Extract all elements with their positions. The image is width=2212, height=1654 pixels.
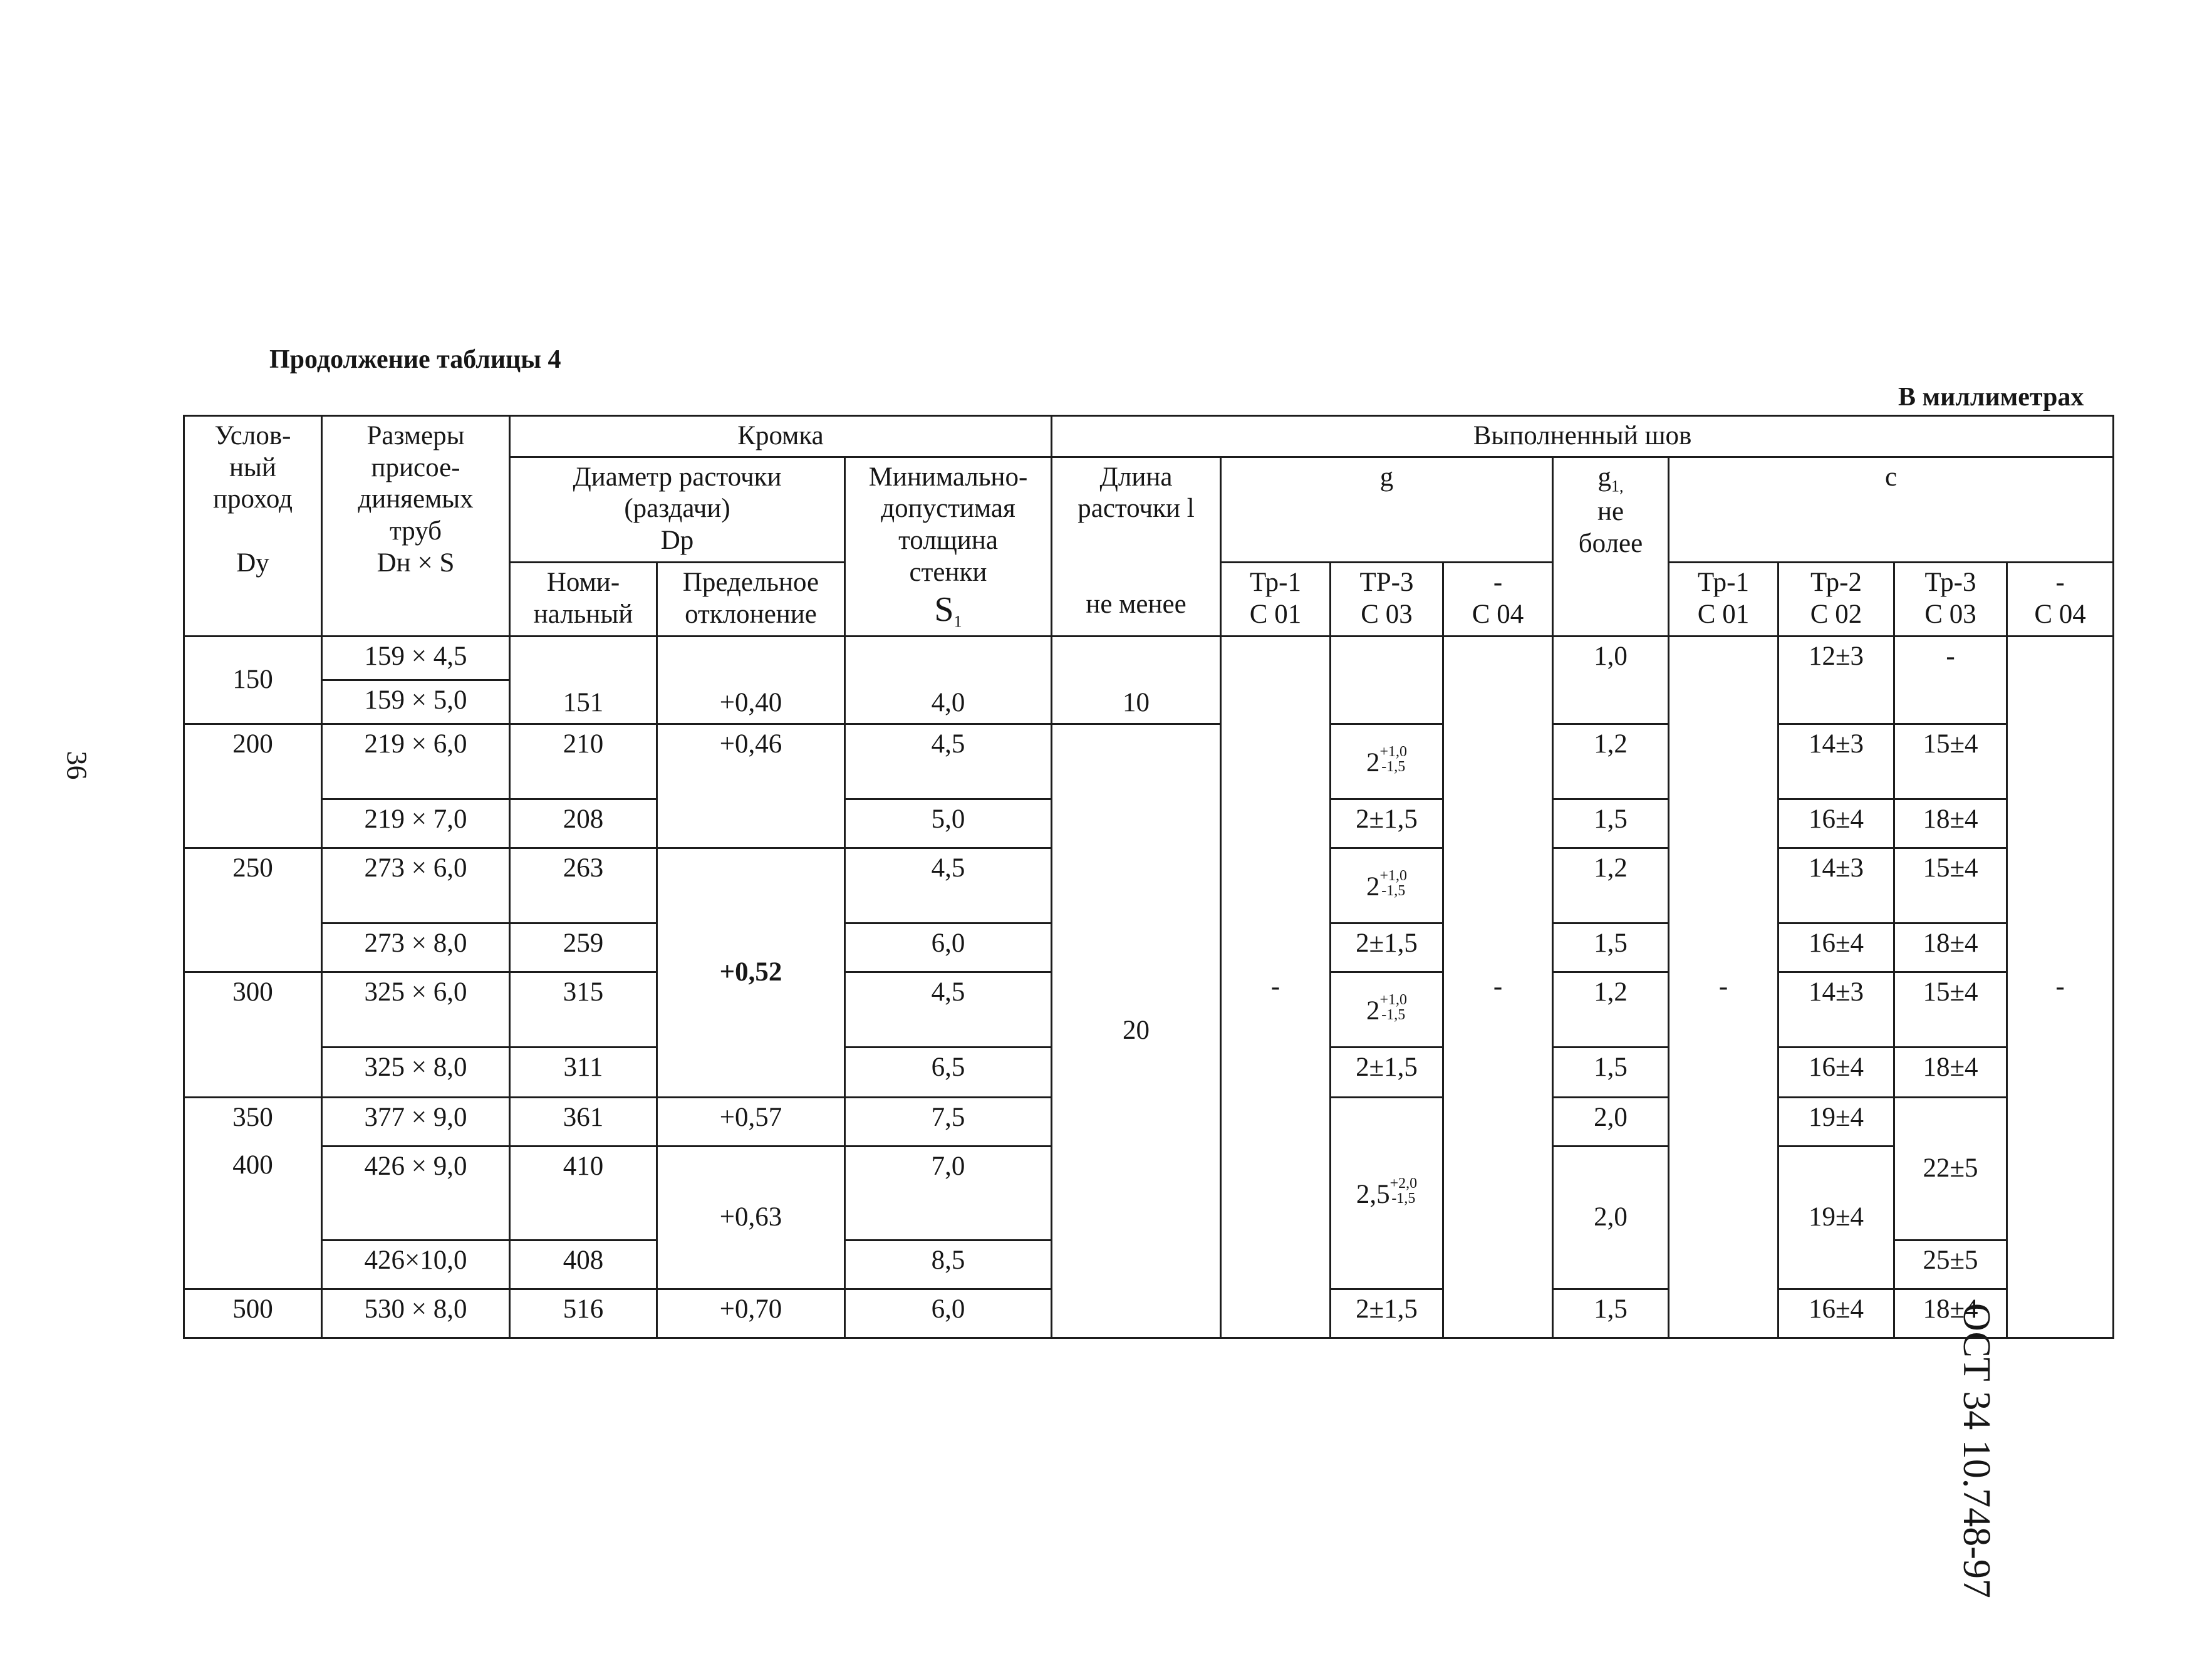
g1-cell: 1,5 [1553,1289,1669,1338]
table-row [184,636,2114,680]
c-tr2-cell: 19±4 [1778,1146,1894,1289]
g-tr3-cell: 2±1,5 [1331,799,1443,848]
c-tr2-cell: 19±4 [1778,1097,1894,1146]
pipe-size-cell: 159 × 4,5 [322,636,510,680]
table-caption: Продолжение таблицы 4 [269,345,561,374]
c-tr3-cell: 22±5 [1894,1097,2007,1240]
header-seam: Выполненный шов [1052,416,2114,457]
wall-cell: 4,0 [845,636,1052,724]
g1-cell: 1,5 [1553,923,1669,972]
g-tr3-cell: 2±1,5 [1331,1047,1443,1097]
g-tr3-cell [1331,636,1443,724]
wall-cell: 7,5 [845,1097,1052,1146]
pipe-size-cell: 219 × 7,0 [322,799,510,848]
g-tr1-cell: - [1221,636,1331,1338]
header-pipe-size: Размеры присое- диняемых труб Dн × S [322,416,510,637]
g1-cell: 1,2 [1553,724,1669,799]
header-g-c04: - С 04 [1443,563,1553,637]
deviation-cell: +0,57 [657,1097,845,1146]
header-kromka: Кромка [510,416,1052,457]
pipe-size-cell: 325 × 8,0 [322,1047,510,1097]
g1-cell: 1,5 [1553,1047,1669,1097]
wall-cell: 6,0 [845,1289,1052,1338]
g1-cell: 2,0 [1553,1146,1669,1289]
nominal-cell: 311 [510,1047,657,1097]
nominal-cell: 315 [510,972,657,1047]
header-bore-diameter: Диаметр расточки (раздачи) Dp [510,457,845,563]
pipe-size-cell: 273 × 8,0 [322,923,510,972]
c-tr2-cell: 14±3 [1778,724,1894,799]
deviation-cell: +0,40 [657,636,845,724]
g1-cell: 1,0 [1553,636,1669,724]
dy-cell: 400 [184,1146,322,1289]
units-label: В миллиметрах [1898,383,2084,412]
c-tr2-cell: 14±3 [1778,972,1894,1047]
c-tr2-cell: 16±4 [1778,923,1894,972]
wall-cell: 4,5 [845,724,1052,799]
dy-cell: 250 [184,848,322,972]
nominal-cell: 516 [510,1289,657,1338]
deviation-cell: +0,52 [657,848,845,1097]
c-tr3-cell: - [1894,636,2007,724]
header-c-tr2: Тр-2 С 02 [1778,563,1894,637]
g-tr3-cell: 2±1,5 [1331,923,1443,972]
dy-cell: 300 [184,972,322,1097]
deviation-cell: +0,70 [657,1289,845,1338]
bore-length-cell: 10 [1052,636,1221,724]
nominal-cell: 361 [510,1097,657,1146]
c-tr3-cell: 25±5 [1894,1240,2007,1289]
c-tr2-cell: 16±4 [1778,799,1894,848]
header-g1: $g_{1,}$ не более [1553,457,1669,636]
g1-cell: 1,2 [1553,848,1669,923]
dy-cell: 150 [184,636,322,724]
dy-cell: 200 [184,724,322,848]
deviation-cell: +0,63 [657,1146,845,1289]
nominal-cell: 151 [510,636,657,724]
c-tr1-cell: - [1669,636,1778,1338]
c-tr2-cell: 16±4 [1778,1289,1894,1338]
nominal-cell: 210 [510,724,657,799]
c-tr3-cell: 18±4 [1894,1289,2007,1338]
header-bore-length: Длина расточки l не менее [1052,457,1221,636]
c-tr3-cell: 18±4 [1894,923,2007,972]
dy-cell: 350 [184,1097,322,1146]
c-tr3-cell: 15±4 [1894,724,2007,799]
c-c04-cell: - [2007,636,2114,1338]
wall-cell: 5,0 [845,799,1052,848]
document-code: ОСТ 34 10.748-97 [1955,1303,1998,1598]
g-c04-cell: - [1443,636,1553,1338]
pipe-size-cell: 273 × 6,0 [322,848,510,923]
nominal-cell: 410 [510,1146,657,1240]
pipe-size-cell: 159 × 5,0 [322,680,510,724]
pipe-size-cell: 377 × 9,0 [322,1097,510,1146]
nominal-cell: 263 [510,848,657,923]
c-tr2-cell: 16±4 [1778,1047,1894,1097]
c-tr2-cell: 14±3 [1778,848,1894,923]
wall-cell: 6,5 [845,1047,1052,1097]
wall-cell: 8,5 [845,1240,1052,1289]
c-tr3-cell: 15±4 [1894,848,2007,923]
g1-cell: 1,2 [1553,972,1669,1047]
pipe-size-cell: 426×10,0 [322,1240,510,1289]
header-dy: Услов- ный проход Dy [184,416,322,637]
g1-cell: 2,0 [1553,1097,1669,1146]
pipe-size-cell: 426 × 9,0 [322,1146,510,1240]
dimensions-table [183,415,2114,1339]
nominal-cell: 259 [510,923,657,972]
g-tr3-cell: 2 +1,0 -1,5 [1331,848,1443,923]
g-tr3-cell: 2,5 +2,0 -1,5 [1331,1097,1443,1289]
c-tr2-cell: 12±3 [1778,636,1894,724]
c-tr3-cell: 18±4 [1894,1047,2007,1097]
header-c: c [1669,457,2114,563]
g-tr3-cell: 2±1,5 [1331,1289,1443,1338]
dy-cell: 500 [184,1289,322,1338]
header-min-wall: Минимально- допустимая толщина стенки $S_1$ [845,457,1052,636]
bore-length-cell: 20 [1052,724,1221,1338]
deviation-cell: +0,46 [657,724,845,848]
wall-cell: 6,0 [845,923,1052,972]
wall-cell: 4,5 [845,848,1052,923]
header-g: g [1221,457,1553,563]
g-tr3-cell: 2 +1,0 -1,5 [1331,972,1443,1047]
wall-cell: 4,5 [845,972,1052,1047]
c-tr3-cell: 15±4 [1894,972,2007,1047]
page-number: 36 [61,751,93,780]
header-c-tr1: Тр-1 С 01 [1669,563,1778,637]
nominal-cell: 408 [510,1240,657,1289]
header-deviation: Предельное отклонение [657,563,845,637]
header-g-tr1: Тр-1 С 01 [1221,563,1331,637]
g-tr3-cell: 2 +1,0 -1,5 [1331,724,1443,799]
g1-cell: 1,5 [1553,799,1669,848]
nominal-cell: 208 [510,799,657,848]
pipe-size-cell: 325 × 6,0 [322,972,510,1047]
wall-cell: 7,0 [845,1146,1052,1240]
header-c-c04: - С 04 [2007,563,2114,637]
pipe-size-cell: 530 × 8,0 [322,1289,510,1338]
table-row [184,724,2114,799]
header-c-tr3: Тр-3 С 03 [1894,563,2007,637]
header-g-tr3: ТР-3 С 03 [1331,563,1443,637]
header-nominal: Номи- нальный [510,563,657,637]
pipe-size-cell: 219 × 6,0 [322,724,510,799]
c-tr3-cell: 18±4 [1894,799,2007,848]
